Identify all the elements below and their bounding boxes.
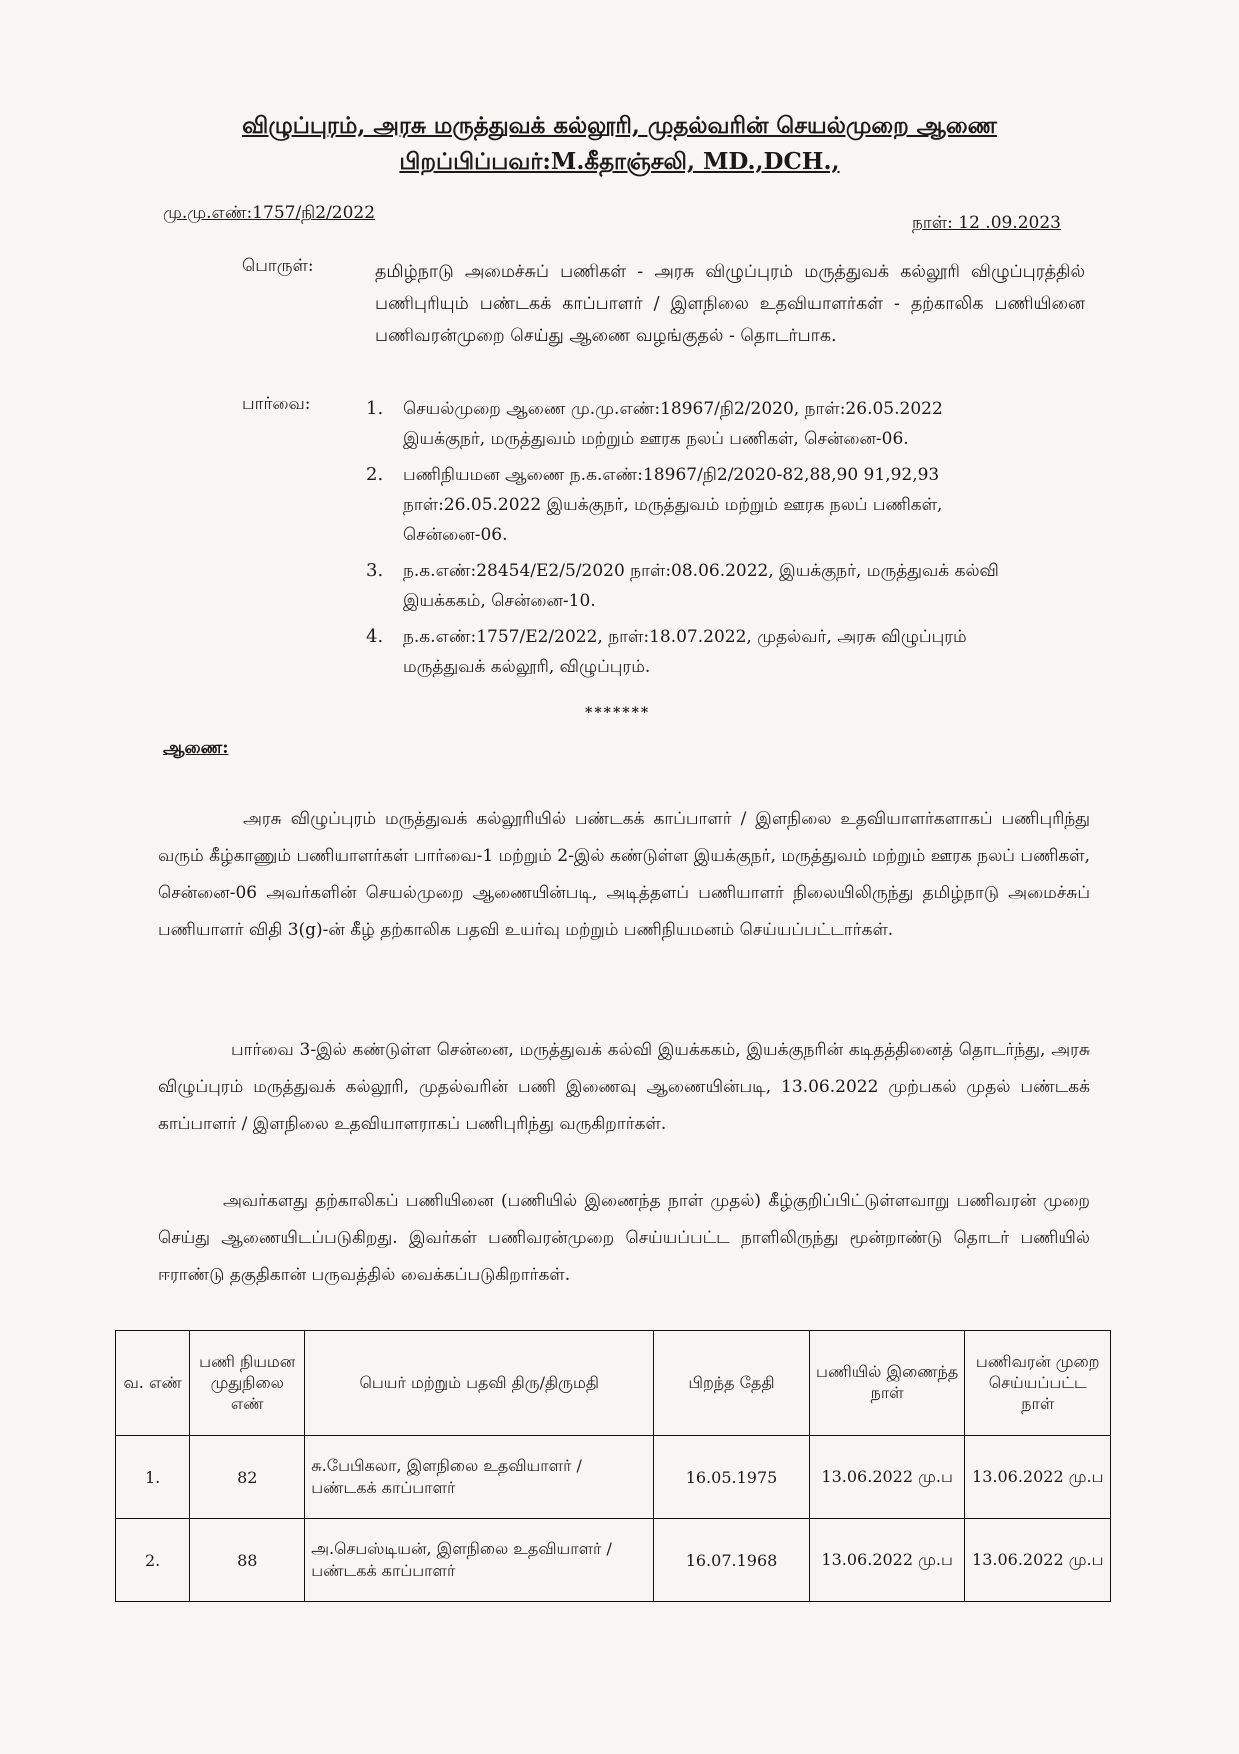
reference-text: பணிநியமன ஆணை ந.க.எண்:18967/நி2/2020-82,88,90 91,92,93 நாள்:26.05.2022 இயக்குநர், மருத்துவம் மற்றும் ஊரக நலப் பணிகள், சென்னை-06.: [403, 465, 943, 545]
reference-item: [366, 556, 1003, 616]
order-date: நாள்: 12 .09.2023: [912, 213, 1061, 233]
reference-item: [366, 460, 1003, 550]
order-paragraph-2: பார்வை 3-இல் கண்டுள்ள சென்னை, மருத்துவக் கல்வி இயக்ககம், இயக்குநரின் கடிதத்தினைத் தொடர்ந்து, அரசு விழுப்புரம் மருத்துவக் கல்லூரி, முதல்வரின் பணி இணைவு ஆணையின்படி, 13.06.2022 முற்பகல் முதல் பண்டகக் காப்பாளர் / இளநிலை உதவியாளராகப் பணிபுரிந்து வருகிறார்கள்.: [158, 1040, 1090, 1134]
cell-name-designation: சு.பேபிகலா, இளநிலை உதவியாளர் / பண்டகக் காப்பாளர்: [305, 1436, 654, 1519]
reference-text: செயல்முறை ஆணை மு.மு.எண்:18967/நி2/2020, நாள்:26.05.2022 இயக்குநர், மருத்துவம் மற்றும் ஊரக நலப் பணிகள், சென்னை-06.: [403, 399, 943, 449]
cell-serial: 1.: [116, 1436, 190, 1519]
cell-serial: 2.: [116, 1519, 190, 1602]
col-name-designation: பெயர் மற்றும் பதவி திரு/திருமதி: [305, 1331, 654, 1436]
references-label: பார்வை:: [242, 394, 311, 414]
cell-regularisation-date: 13.06.2022 மு.ப: [965, 1436, 1111, 1519]
order-title: விழுப்புரம், அரசு மருத்துவக் கல்லூரி, முதல்வரின் செயல்முறை ஆணை: [242, 112, 997, 139]
table-row: [116, 1519, 1111, 1602]
reference-number-label: 1.: [366, 398, 384, 419]
reference-text: ந.க.எண்:28454/E2/5/2020 நாள்:08.06.2022, இயக்குநர், மருத்துவக் கல்வி இயக்ககம், சென்னை-10.: [403, 561, 999, 611]
cell-seniority-no: 82: [190, 1436, 305, 1519]
cell-joining-date: 13.06.2022 மு.ப: [809, 1519, 965, 1602]
reference-text: ந.க.எண்:1757/E2/2022, நாள்:18.07.2022, முதல்வர், அரசு விழுப்புரம் மருத்துவக் கல்லூரி, விழுப்புரம்.: [403, 627, 967, 677]
col-seniority-no: பணி நியமன முதுநிலை எண்: [190, 1331, 305, 1436]
reference-number-label: 2.: [366, 464, 384, 485]
order-paragraph-3: அவர்களது தற்காலிகப் பணியினை (பணியில் இணைந்த நாள் முதல்) கீழ்குறிப்பிட்டுள்ளவாறு பணிவரன் முறை செய்து ஆணையிடப்படுகிறது. இவர்கள் பணிவரன்முறை செய்யப்பட்ட நாளிலிருந்து மூன்றாண்டு தொடர் பணியில் ஈராண்டு தகுதிகான் பருவத்தில் வைக்கப்படுகிறார்கள்.: [158, 1191, 1090, 1285]
table-header-row: [116, 1331, 1111, 1436]
cell-birth-date: 16.05.1975: [654, 1436, 810, 1519]
cell-regularisation-date: 13.06.2022 மு.ப: [965, 1519, 1111, 1602]
reference-number-label: 3.: [366, 560, 384, 581]
references-list: [366, 394, 1003, 688]
subject-label: பொருள்:: [242, 256, 314, 276]
order-paragraph-1: அரசு விழுப்புரம் மருத்துவக் கல்லூரியில் பண்டகக் காப்பாளர் / இளநிலை உதவியாளர்களாகப் பணிபுரிந்து வரும் கீழ்காணும் பணியாளர்கள் பார்வை-1 மற்றும் 2-இல் கண்டுள்ள இயக்குநர், மருத்துவம் மற்றும் ஊரக நலப் பணிகள், சென்னை-06 அவர்களின் செயல்முறை ஆணையின்படி, அடித்தளப் பணியாளர் நிலையிலிருந்து தமிழ்நாடு அமைச்சுப் பணியாளர் விதி 3(g)-ன் கீழ் தற்காலிக பதவி உயர்வு மற்றும் பணிநியமனம் செய்யப்பட்டார்கள்.: [158, 809, 1090, 940]
reference-item: [366, 394, 1003, 454]
cell-seniority-no: 88: [190, 1519, 305, 1602]
col-regularisation-date: பணிவரன் முறை செய்யப்பட்ட நாள்: [965, 1331, 1111, 1436]
section-separator: *******: [585, 705, 651, 721]
cell-birth-date: 16.07.1968: [654, 1519, 810, 1602]
col-joining-date: பணியில் இணைந்த நாள்: [809, 1331, 965, 1436]
col-birth-date: பிறந்த தேதி: [654, 1331, 810, 1436]
reference-number: மு.மு.எண்:1757/நி2/2022: [163, 203, 376, 223]
cell-joining-date: 13.06.2022 மு.ப: [809, 1436, 965, 1519]
subject-text: தமிழ்நாடு அமைச்சுப் பணிகள் - அரசு விழுப்புரம் மருத்துவக் கல்லூரி விழுப்புரத்தில் பணிபுரியும் பண்டகக் காப்பாளர் / இளநிலை உதவியாளர்கள் - தற்காலிக பணியினை பணிவரன்முறை செய்து ஆணை வழங்குதல் - தொடர்பாக.: [375, 262, 1085, 346]
issuer-line: பிறப்பிப்பவர்:M.கீதாஞ்சலி, MD.,DCH.,: [399, 148, 840, 175]
col-serial: வ. எண்: [116, 1331, 190, 1436]
table-row: [116, 1436, 1111, 1519]
order-heading: ஆணை:: [163, 738, 229, 758]
staff-table: [115, 1330, 1111, 1602]
cell-name-designation: அ.செபஸ்டியன், இளநிலை உதவியாளர் / பண்டகக் காப்பாளர்: [305, 1519, 654, 1602]
reference-item: [366, 622, 1003, 682]
reference-number-label: 4.: [366, 626, 384, 647]
